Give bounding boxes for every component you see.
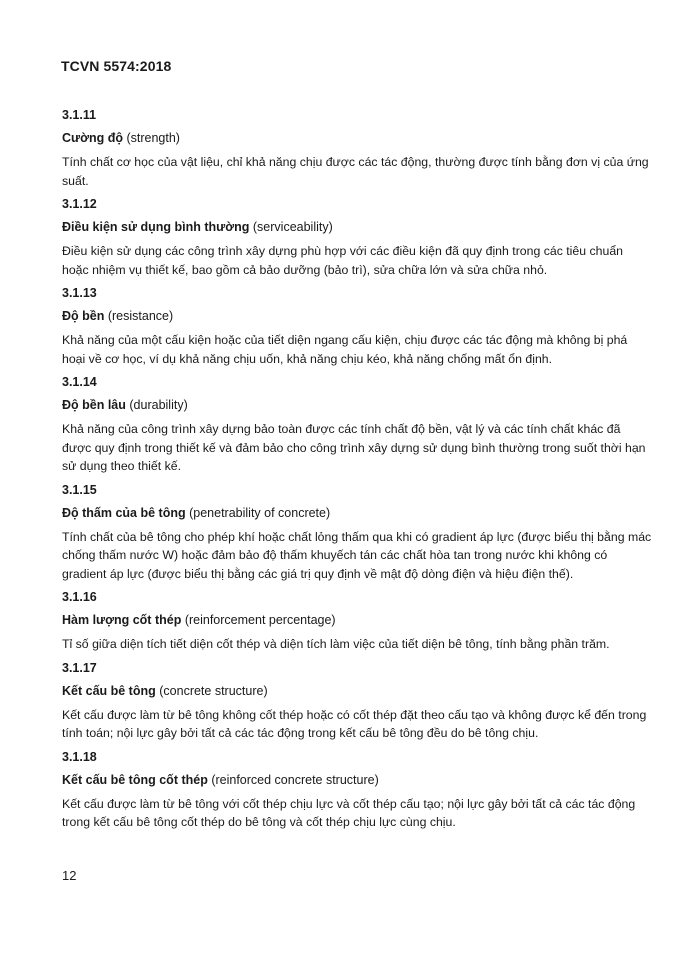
term-definition: Kết cấu được làm từ bê tông không cốt thép hoặc có cốt thép đặt theo cấu tạo và không được kể đến trong tính toán; nội lực gây bởi tất cả các tác động trong kết cấu bê tông đều do bê tông chịu.: [62, 707, 647, 740]
term-definition: Tỉ số giữa diện tích tiết diện cốt thép và diện tích làm việc của tiết diện bê tông, tính bằng phần trăm.: [62, 637, 610, 651]
term-english: (serviceability): [252, 220, 333, 234]
definitions-list: [62, 106, 652, 837]
section-number: 3.1.18: [62, 749, 97, 764]
section-number: 3.1.11: [62, 108, 97, 122]
term-english: (strength): [126, 131, 180, 145]
definition-section: [62, 284, 652, 368]
term-heading: [62, 218, 652, 236]
definition-section: [62, 588, 652, 654]
term-english: (resistance): [107, 309, 174, 323]
term-english: (reinforced concrete structure): [211, 772, 379, 787]
term-vietnamese: Kết cấu bê tông cốt thép: [62, 772, 208, 787]
term-english: (durability): [129, 398, 188, 412]
section-number: 3.1.17: [62, 660, 97, 675]
term-heading: [62, 129, 652, 147]
section-number: 3.1.14: [62, 375, 97, 389]
definition-section: [62, 106, 652, 190]
section-number: 3.1.13: [62, 286, 97, 300]
term-heading: [62, 396, 652, 414]
term-heading: [62, 611, 652, 629]
term-english: (reinforcement percentage): [184, 613, 336, 627]
term-heading: [62, 771, 652, 789]
term-definition: Tính chất cơ học của vật liệu, chỉ khả năng chịu được các tác động, thường được tính bằng đơn vị của ứng suất.: [62, 155, 649, 188]
definition-section: [62, 481, 652, 584]
term-definition: Tính chất của bê tông cho phép khí hoặc chất lỏng thấm qua khi có gradient áp lực (được biểu thị bằng mác chống thấm nước W) hoặc đảm bảo độ thấm khuyếch tán các chất hòa tan trong nước khi không có gradient áp lực (được biểu thị bằng các giá trị quy định về mật độ dòng điện và hiệu điện thế).: [62, 529, 652, 581]
term-english: (penetrability of concrete): [189, 505, 331, 520]
term-heading: [62, 504, 652, 522]
term-heading: [62, 682, 652, 700]
term-heading: [62, 307, 652, 325]
term-definition: Khả năng của công trình xây dựng bảo toàn được các tính chất độ bền, vật lý và các tính chất khác đã được quy định trong thiết kế và đảm bảo cho công trình xây dựng sử dụng bình thường trong suốt thời hạn sử dụng theo thiết kế.: [62, 422, 646, 473]
term-vietnamese: Độ thấm của bê tông: [62, 505, 186, 520]
definition-section: [62, 373, 652, 476]
term-vietnamese: Điều kiện sử dụng bình thường: [62, 220, 250, 234]
definition-section: [62, 748, 652, 832]
term-english: (concrete structure): [159, 683, 268, 698]
term-vietnamese: Hàm lượng cốt thép: [62, 613, 182, 627]
page-number: 12: [62, 868, 77, 883]
definition-section: [62, 659, 652, 743]
section-number: 3.1.16: [62, 590, 97, 604]
definition-section: [62, 195, 652, 279]
term-vietnamese: Kết cấu bê tông: [62, 683, 156, 698]
standard-code-header: TCVN 5574:2018: [61, 58, 172, 74]
term-vietnamese: Độ bền: [62, 309, 105, 323]
term-vietnamese: Độ bền lâu: [62, 398, 126, 412]
term-vietnamese: Cường độ: [62, 131, 123, 145]
section-number: 3.1.15: [62, 482, 97, 497]
term-definition: Điều kiện sử dụng các công trình xây dựng phù hợp với các điều kiện đã quy định trong các tiêu chuẩn hoặc nhiệm vụ thiết kế, bao gồm cả bảo dưỡng (bảo trì), sửa chữa lớn và sửa chữa nhỏ.: [62, 244, 624, 277]
section-number: 3.1.12: [62, 197, 97, 211]
term-definition: Kết cấu được làm từ bê tông với cốt thép chịu lực và cốt thép cấu tạo; nội lực gây bởi tất cả các tác động trong kết cấu bê tông cốt thép do bê tông và cốt thép chịu lực cùng chịu.: [62, 796, 636, 829]
term-definition: Khả năng của một cấu kiện hoặc của tiết diện ngang cấu kiện, chịu được các tác động mà không bị phá hoại về cơ học, ví dụ khả năng chịu uốn, khả năng chịu kéo, khả năng chống mất ổn định.: [62, 333, 628, 366]
